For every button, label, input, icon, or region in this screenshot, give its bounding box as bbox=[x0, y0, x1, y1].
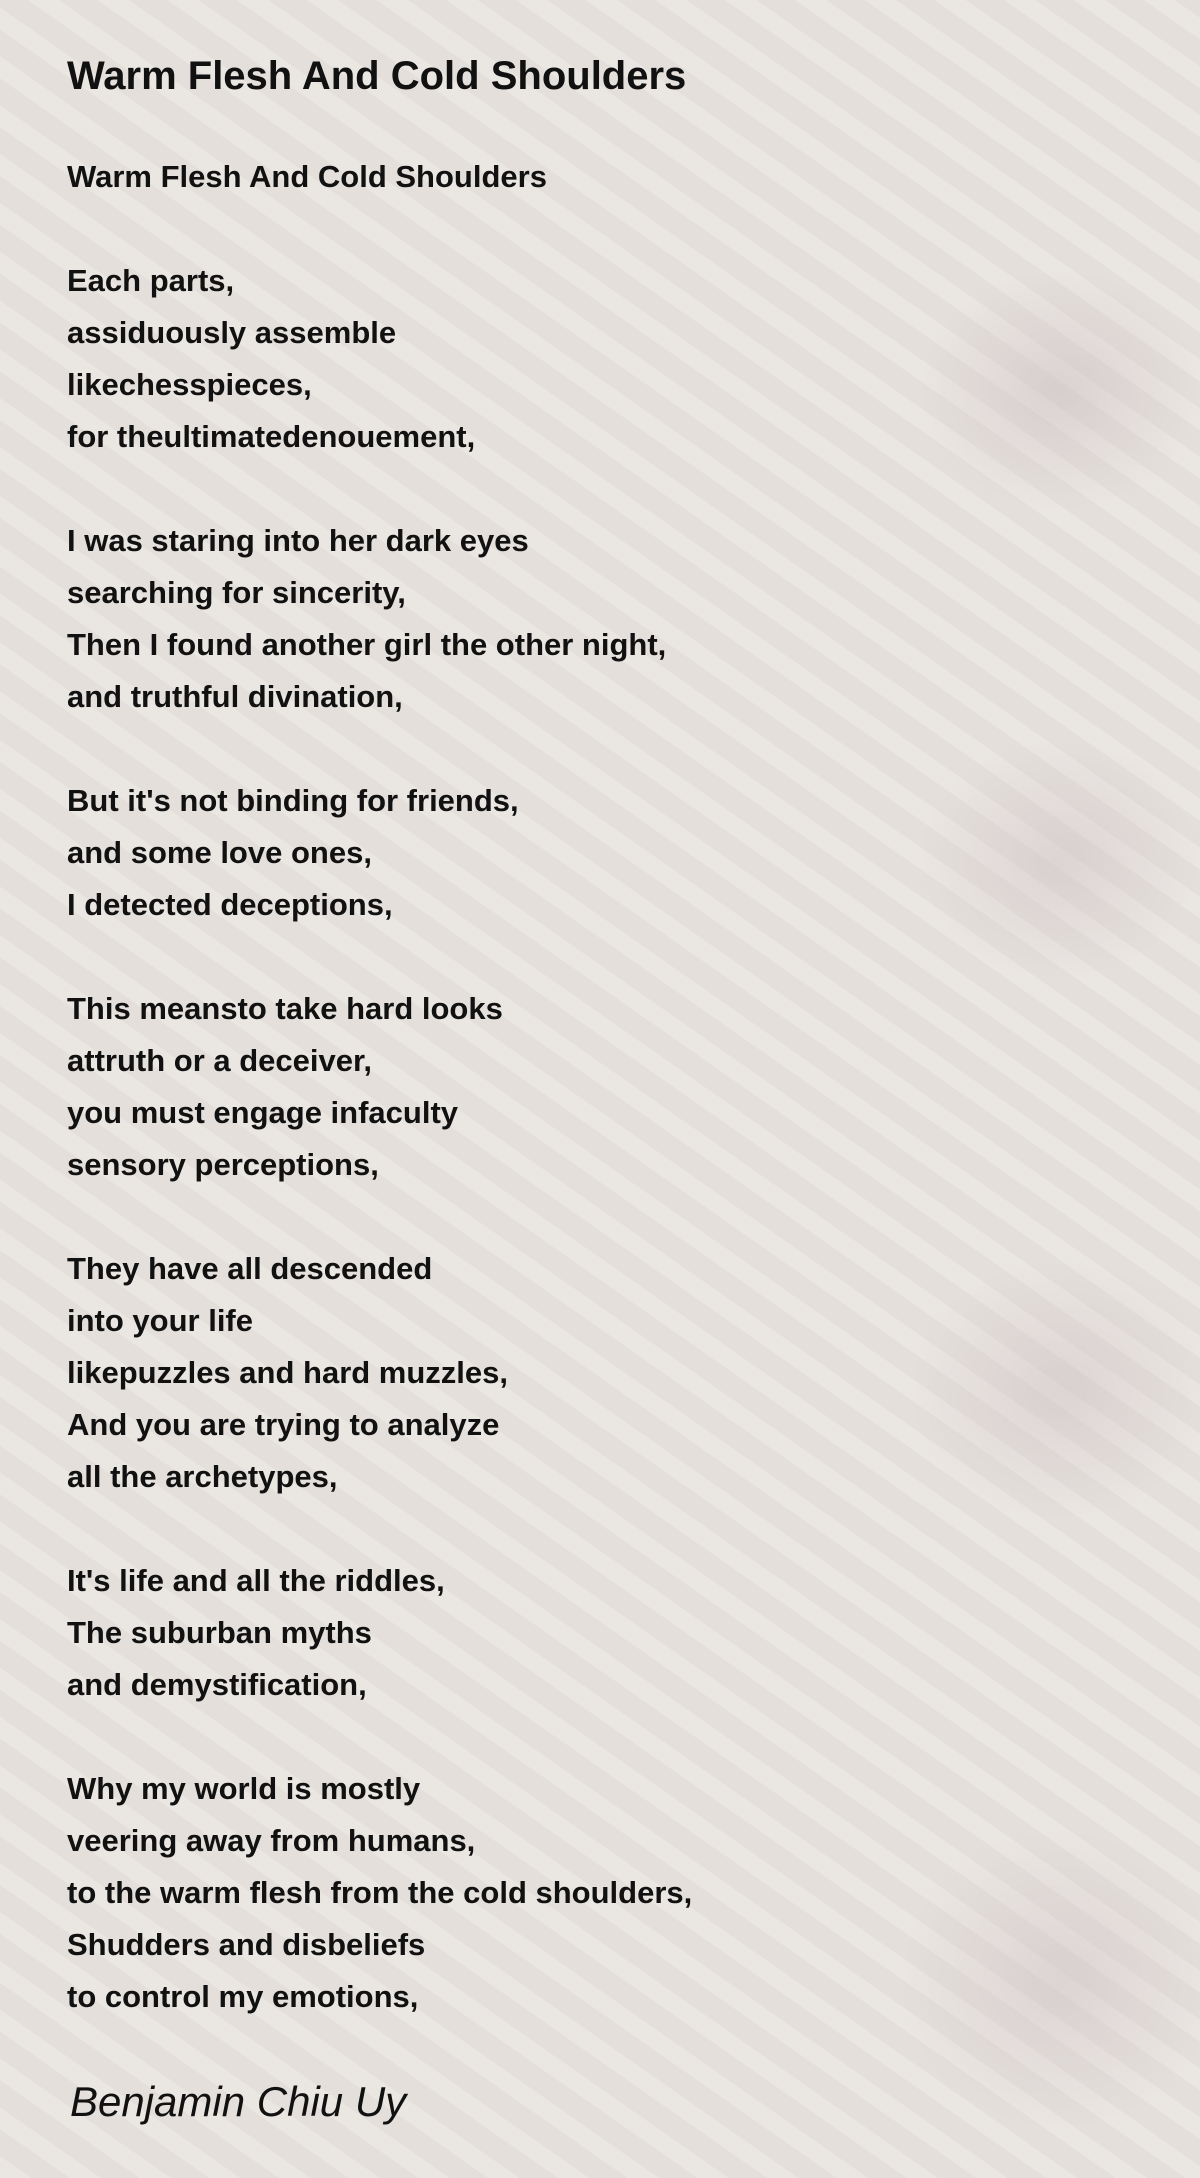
poem-line: and demystification, bbox=[67, 1667, 367, 1702]
stanza-break bbox=[67, 1503, 692, 1555]
poem-line: And you are trying to analyze bbox=[67, 1407, 500, 1442]
poem-line: Then I found another girl the other night, bbox=[67, 627, 667, 662]
stanza-break bbox=[67, 723, 692, 775]
poem-line: The suburban myths bbox=[67, 1615, 372, 1650]
poem-line: and some love ones, bbox=[67, 835, 372, 870]
poem-line: attruth or a deceiver, bbox=[67, 1043, 372, 1078]
poem-line: all the archetypes, bbox=[67, 1459, 338, 1494]
poem-line: assiduously assemble bbox=[67, 315, 397, 350]
poem-line: to the warm flesh from the cold shoulders, bbox=[67, 1875, 693, 1910]
poem-line: into your life bbox=[67, 1303, 253, 1338]
poem-line: They have all descended bbox=[67, 1251, 433, 1286]
stanza-break bbox=[67, 463, 692, 515]
poem-body bbox=[67, 151, 692, 2023]
poem-line: Why my world is mostly bbox=[67, 1771, 421, 1806]
poem-line: veering away from humans, bbox=[67, 1823, 476, 1858]
poem-subtitle: Warm Flesh And Cold Shoulders bbox=[67, 159, 547, 194]
poem-author: Benjamin Chiu Uy bbox=[70, 2078, 407, 2125]
poem-line: It's life and all the riddles, bbox=[67, 1563, 445, 1598]
poem-line: and truthful divination, bbox=[67, 679, 403, 714]
stanza-break bbox=[67, 1191, 692, 1243]
poem-line: I detected deceptions, bbox=[67, 887, 393, 922]
poem-line: likechesspieces, bbox=[67, 367, 312, 402]
poem-line: Each parts, bbox=[67, 263, 235, 298]
poem-line: Shudders and disbeliefs bbox=[67, 1927, 426, 1962]
poem-line: likepuzzles and hard muzzles, bbox=[67, 1355, 509, 1390]
poem-line: for theultimatedenouement, bbox=[67, 419, 476, 454]
poem-title: Warm Flesh And Cold Shoulders bbox=[67, 54, 687, 98]
stanza-break bbox=[67, 203, 692, 255]
poem-line: I was staring into her dark eyes bbox=[67, 523, 529, 558]
poem-line: searching for sincerity, bbox=[67, 575, 406, 610]
poem-line: This meansto take hard looks bbox=[67, 991, 503, 1026]
poem-line: But it's not binding for friends, bbox=[67, 783, 519, 818]
stanza-break bbox=[67, 1711, 692, 1763]
stanza-break bbox=[67, 931, 692, 983]
poem-line: you must engage infaculty bbox=[67, 1095, 459, 1130]
poem-line: to control my emotions, bbox=[67, 1979, 419, 2014]
poem-line: sensory perceptions, bbox=[67, 1147, 379, 1182]
